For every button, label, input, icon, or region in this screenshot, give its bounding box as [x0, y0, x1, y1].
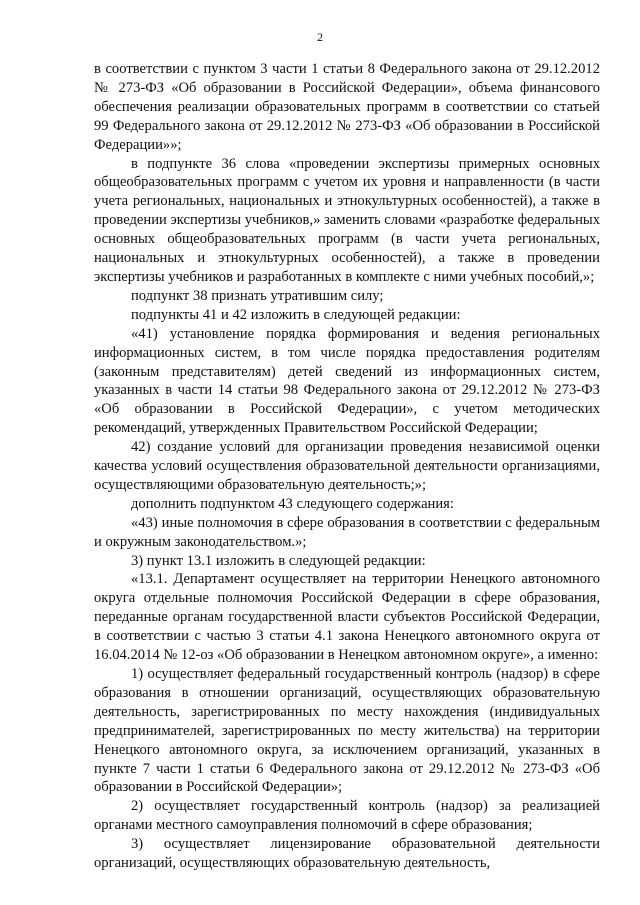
- paragraph: подпункты 41 и 42 изложить в следующей редакции:: [131, 306, 461, 323]
- paragraph: в соответствии с пунктом 3 части 1 статьи 8 Федерального закона от 29.12.2012 № 273-ФЗ «Об образовании в Российской Федерации», объема финансового обеспечения реализации образовательных программ в соответствии со статьей 99 Федерального закона от 29.12.2012 № 273-ФЗ «Об образовании в Российской Федерации»»;: [94, 61, 600, 153]
- paragraph: «43) иные полномочия в сфере образования в соответствии с федеральным и окружным законодательством.»;: [94, 514, 600, 550]
- paragraph: «41) установление порядка формирования и ведения региональных информационных систем, в том числе порядка предоставления родителям (законным представителям) детей сведений из информационных систем, указанных в части 14 статьи 98 Федерального закона от 29.12.2012 № 273-ФЗ «Об образовании в Российской Федерации», с учетом методических рекомендаций, утвержденных Правительством Российской Федерации;: [94, 325, 600, 437]
- paragraph: «13.1. Департамент осуществляет на территории Ненецкого автономного округа отдельные полномочия Российской Федерации в сфере образования, переданные органам государственной власти субъектов Российской Федерации, в соответствии с частью 3 статьи 4.1 закона Ненецкого автономного округа от 16.04.2014 № 12-оз «Об образовании в Ненецком автономном округе», а именно:: [94, 571, 600, 664]
- page-number: 2: [317, 30, 323, 44]
- paragraph: дополнить подпунктом 43 следующего содержания:: [131, 495, 454, 512]
- document-body: [94, 60, 600, 873]
- paragraph: 42) создание условий для организации проведения независимой оценки качества условий осуществления образовательной деятельности организациями, осуществляющими образовательную деятельность;»;: [94, 439, 600, 493]
- paragraph: в подпункте 36 слова «проведении экспертизы примерных основных общеобразовательных программ с учетом их уровня и направленности (в части учета региональных, национальных и этнокультурных особенностей), а также в проведении экспертизы учебников,» заменить словами «разработке федеральных основных общеобразовательных программ (в части учета региональных, национальных и этнокультурных особенностей), а также в проведении экспертизы учебников и разработанных в комплекте с ними учебных пособий,»;: [94, 155, 600, 285]
- paragraph: 2) осуществляет государственный контроль (надзор) за реализацией органами местного самоуправления полномочий в сфере образования;: [94, 798, 600, 834]
- paragraph: 1) осуществляет федеральный государственный контроль (надзор) в сфере образования в отношении организаций, осуществляющих образовательную деятельность, зарегистрированных по месту нахождения (индивидуальных предпринимателей, зарегистрированных по месту жительства) на территории Ненецкого автономного округа, за исключением организаций, указанных в пункте 7 части 1 статьи 6 Федерального закона от 29.12.2012 № 273-ФЗ «Об образовании в Российской Федерации»;: [94, 666, 600, 796]
- paragraph: 3) осуществляет лицензирование образовательной деятельности организаций, осуществляющих образовательную деятельность,: [94, 836, 600, 872]
- paragraph: подпункт 38 признать утратившим силу;: [131, 287, 384, 304]
- paragraph: 3) пункт 13.1 изложить в следующей редакции:: [131, 552, 426, 569]
